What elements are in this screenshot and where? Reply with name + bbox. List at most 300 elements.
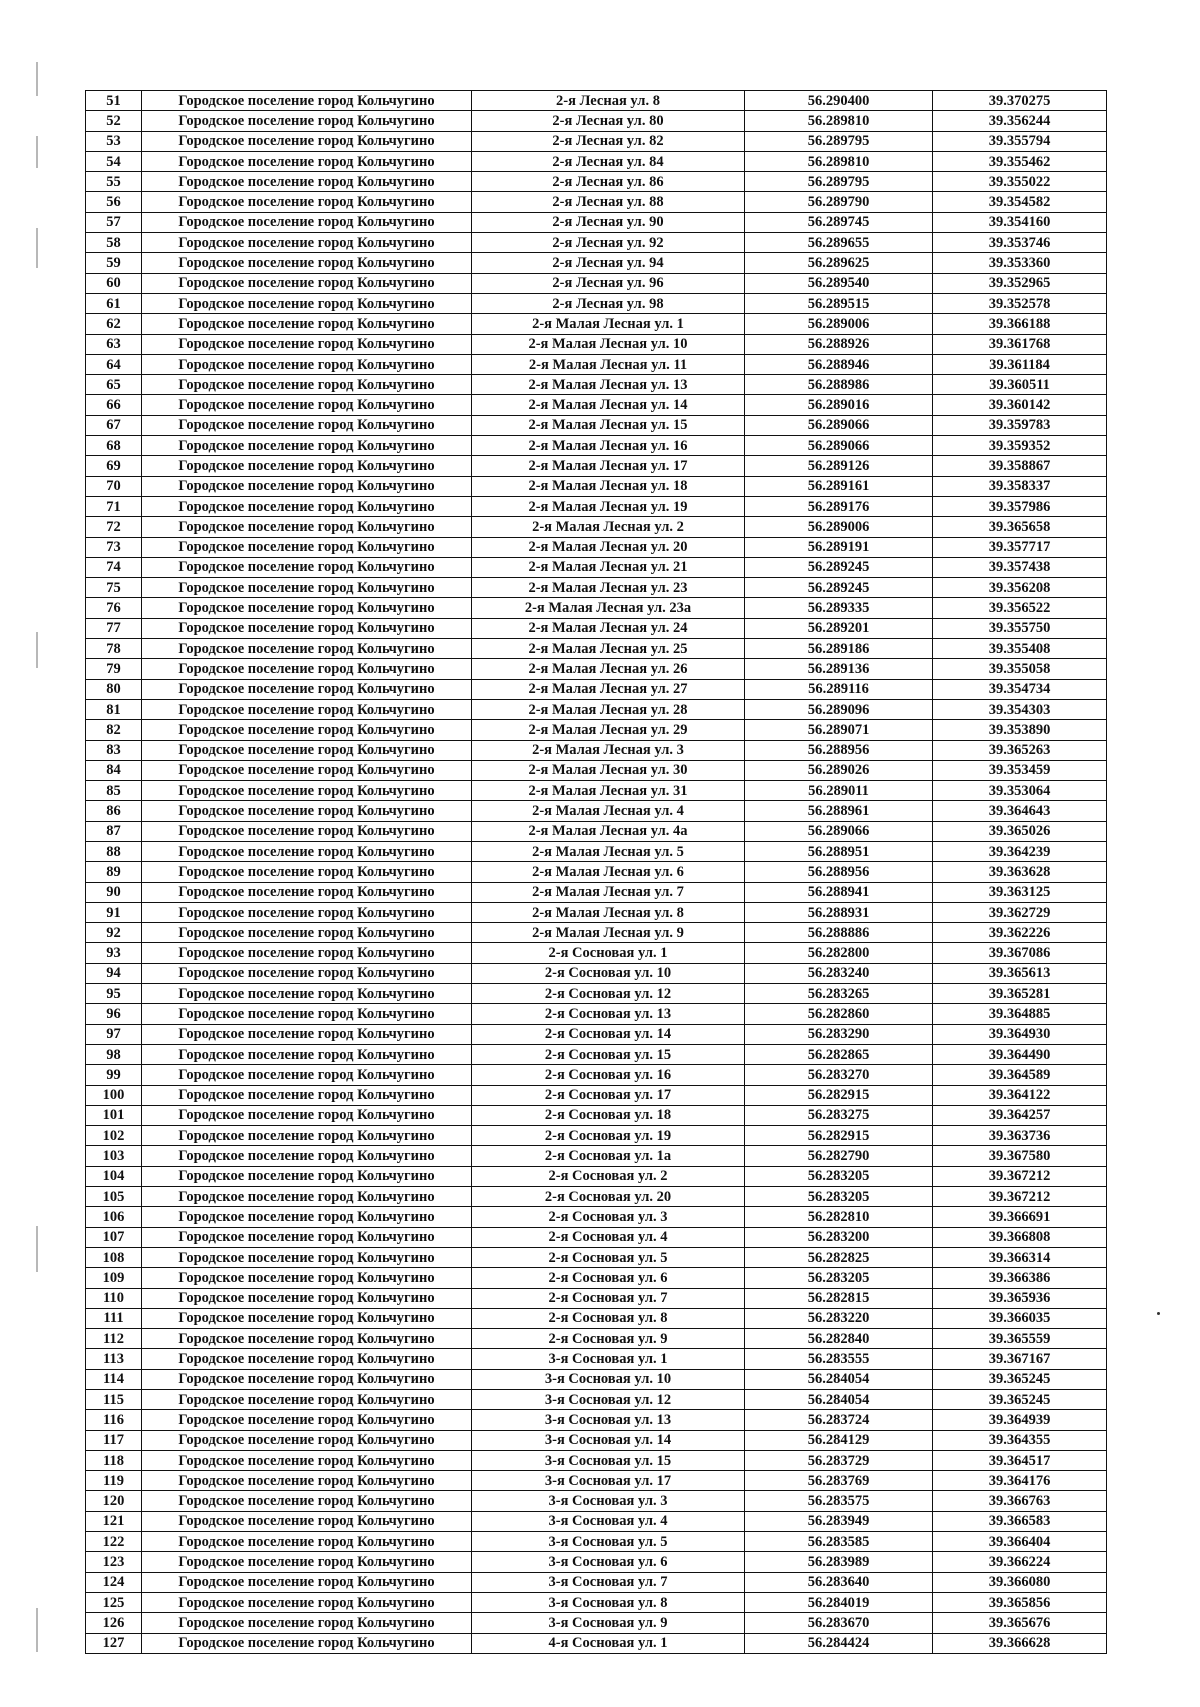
table-row (86, 1247, 1107, 1267)
longitude-cell: 39.367212 (933, 1166, 1107, 1186)
row-number-cell: 89 (86, 862, 142, 882)
row-number-cell: 116 (86, 1410, 142, 1430)
address-cell: 2-я Сосновая ул. 14 (472, 1024, 745, 1044)
longitude-cell: 39.353890 (933, 720, 1107, 740)
longitude-cell: 39.365856 (933, 1592, 1107, 1612)
settlement-cell: Городское поселение город Кольчугино (142, 1268, 472, 1288)
row-number-cell: 52 (86, 111, 142, 131)
settlement-cell: Городское поселение город Кольчугино (142, 557, 472, 577)
address-cell: 2-я Малая Лесная ул. 24 (472, 618, 745, 638)
row-number-cell: 70 (86, 476, 142, 496)
address-cell: 2-я Лесная ул. 88 (472, 192, 745, 212)
row-number-cell: 72 (86, 517, 142, 537)
settlement-cell: Городское поселение город Кольчугино (142, 1207, 472, 1227)
table-row (86, 1024, 1107, 1044)
address-cell: 2-я Малая Лесная ул. 2 (472, 517, 745, 537)
address-cell: 3-я Сосновая ул. 6 (472, 1552, 745, 1572)
table-row (86, 1105, 1107, 1125)
longitude-cell: 39.354303 (933, 699, 1107, 719)
settlement-cell: Городское поселение город Кольчугино (142, 1592, 472, 1612)
latitude-cell: 56.283949 (745, 1511, 933, 1531)
latitude-cell: 56.288886 (745, 923, 933, 943)
settlement-cell: Городское поселение город Кольчугино (142, 395, 472, 415)
row-number-cell: 113 (86, 1349, 142, 1369)
settlement-cell: Городское поселение город Кольчугино (142, 1146, 472, 1166)
latitude-cell: 56.284424 (745, 1633, 933, 1653)
table-row (86, 273, 1107, 293)
row-number-cell: 103 (86, 1146, 142, 1166)
longitude-cell: 39.361184 (933, 354, 1107, 374)
address-cell: 2-я Малая Лесная ул. 1 (472, 314, 745, 334)
row-number-cell: 90 (86, 882, 142, 902)
longitude-cell: 39.354582 (933, 192, 1107, 212)
address-cell: 2-я Сосновая ул. 1 (472, 943, 745, 963)
longitude-cell: 39.366808 (933, 1227, 1107, 1247)
latitude-cell: 56.289810 (745, 111, 933, 131)
address-cell: 2-я Малая Лесная ул. 16 (472, 436, 745, 456)
address-cell: 2-я Сосновая ул. 20 (472, 1187, 745, 1207)
latitude-cell: 56.289795 (745, 131, 933, 151)
longitude-cell: 39.354734 (933, 679, 1107, 699)
address-cell: 2-я Сосновая ул. 2 (472, 1166, 745, 1186)
settlement-cell: Городское поселение город Кольчугино (142, 1247, 472, 1267)
settlement-cell: Городское поселение город Кольчугино (142, 1085, 472, 1105)
address-coordinates-table (85, 90, 1107, 1654)
address-cell: 2-я Сосновая ул. 3 (472, 1207, 745, 1227)
longitude-cell: 39.365263 (933, 740, 1107, 760)
row-number-cell: 87 (86, 821, 142, 841)
address-cell: 2-я Лесная ул. 90 (472, 212, 745, 232)
settlement-cell: Городское поселение город Кольчугино (142, 1552, 472, 1572)
row-number-cell: 99 (86, 1065, 142, 1085)
table-row (86, 1430, 1107, 1450)
latitude-cell: 56.289625 (745, 253, 933, 273)
longitude-cell: 39.364122 (933, 1085, 1107, 1105)
settlement-cell: Городское поселение город Кольчугино (142, 1511, 472, 1531)
table-row (86, 923, 1107, 943)
table-row (86, 456, 1107, 476)
row-number-cell: 117 (86, 1430, 142, 1450)
row-number-cell: 75 (86, 578, 142, 598)
row-number-cell: 51 (86, 91, 142, 111)
table-body (86, 91, 1107, 1654)
address-cell: 3-я Сосновая ул. 15 (472, 1450, 745, 1470)
latitude-cell: 56.289540 (745, 273, 933, 293)
longitude-cell: 39.366314 (933, 1247, 1107, 1267)
longitude-cell: 39.362226 (933, 923, 1107, 943)
address-cell: 3-я Сосновая ул. 13 (472, 1410, 745, 1430)
row-number-cell: 95 (86, 984, 142, 1004)
latitude-cell: 56.283670 (745, 1613, 933, 1633)
settlement-cell: Городское поселение город Кольчугино (142, 1572, 472, 1592)
longitude-cell: 39.366583 (933, 1511, 1107, 1531)
settlement-cell: Городское поселение город Кольчугино (142, 172, 472, 192)
table-row (86, 1471, 1107, 1491)
settlement-cell: Городское поселение город Кольчугино (142, 1187, 472, 1207)
longitude-cell: 39.365658 (933, 517, 1107, 537)
latitude-cell: 56.283290 (745, 1024, 933, 1044)
row-number-cell: 57 (86, 212, 142, 232)
longitude-cell: 39.364490 (933, 1044, 1107, 1064)
latitude-cell: 56.284129 (745, 1430, 933, 1450)
table-row (86, 1390, 1107, 1410)
row-number-cell: 81 (86, 699, 142, 719)
address-cell: 3-я Сосновая ул. 5 (472, 1532, 745, 1552)
settlement-cell: Городское поселение город Кольчугино (142, 91, 472, 111)
row-number-cell: 58 (86, 233, 142, 253)
table-row (86, 192, 1107, 212)
longitude-cell: 39.353360 (933, 253, 1107, 273)
settlement-cell: Городское поселение город Кольчугино (142, 273, 472, 293)
latitude-cell: 56.283989 (745, 1552, 933, 1572)
settlement-cell: Городское поселение город Кольчугино (142, 151, 472, 171)
table-row (86, 862, 1107, 882)
table-row (86, 476, 1107, 496)
latitude-cell: 56.283240 (745, 963, 933, 983)
latitude-cell: 56.282915 (745, 1126, 933, 1146)
latitude-cell: 56.282815 (745, 1288, 933, 1308)
latitude-cell: 56.288926 (745, 334, 933, 354)
longitude-cell: 39.366224 (933, 1552, 1107, 1572)
settlement-cell: Городское поселение город Кольчугино (142, 902, 472, 922)
settlement-cell: Городское поселение город Кольчугино (142, 1065, 472, 1085)
row-number-cell: 69 (86, 456, 142, 476)
settlement-cell: Городское поселение город Кольчугино (142, 720, 472, 740)
latitude-cell: 56.289066 (745, 415, 933, 435)
row-number-cell: 88 (86, 841, 142, 861)
table-row (86, 172, 1107, 192)
longitude-cell: 39.360511 (933, 375, 1107, 395)
table-row (86, 1227, 1107, 1247)
settlement-cell: Городское поселение город Кольчугино (142, 598, 472, 618)
settlement-cell: Городское поселение город Кольчугино (142, 923, 472, 943)
latitude-cell: 56.289006 (745, 314, 933, 334)
address-cell: 2-я Малая Лесная ул. 15 (472, 415, 745, 435)
row-number-cell: 123 (86, 1552, 142, 1572)
table-row (86, 131, 1107, 151)
settlement-cell: Городское поселение город Кольчугино (142, 212, 472, 232)
settlement-cell: Городское поселение город Кольчугино (142, 253, 472, 273)
longitude-cell: 39.356522 (933, 598, 1107, 618)
address-cell: 2-я Малая Лесная ул. 20 (472, 537, 745, 557)
table-row (86, 841, 1107, 861)
settlement-cell: Городское поселение город Кольчугино (142, 1349, 472, 1369)
table-row (86, 781, 1107, 801)
latitude-cell: 56.283270 (745, 1065, 933, 1085)
address-cell: 2-я Лесная ул. 94 (472, 253, 745, 273)
row-number-cell: 93 (86, 943, 142, 963)
table-row (86, 1532, 1107, 1552)
settlement-cell: Городское поселение город Кольчугино (142, 354, 472, 374)
latitude-cell: 56.289096 (745, 699, 933, 719)
latitude-cell: 56.283275 (745, 1105, 933, 1125)
row-number-cell: 119 (86, 1471, 142, 1491)
latitude-cell: 56.283555 (745, 1349, 933, 1369)
longitude-cell: 39.365613 (933, 963, 1107, 983)
table-row (86, 436, 1107, 456)
table-row (86, 618, 1107, 638)
table-row (86, 1187, 1107, 1207)
row-number-cell: 61 (86, 293, 142, 313)
latitude-cell: 56.289515 (745, 293, 933, 313)
longitude-cell: 39.359783 (933, 415, 1107, 435)
longitude-cell: 39.366628 (933, 1633, 1107, 1653)
longitude-cell: 39.356208 (933, 578, 1107, 598)
address-cell: 2-я Малая Лесная ул. 28 (472, 699, 745, 719)
latitude-cell: 56.282825 (745, 1247, 933, 1267)
address-cell: 2-я Сосновая ул. 5 (472, 1247, 745, 1267)
row-number-cell: 125 (86, 1592, 142, 1612)
row-number-cell: 109 (86, 1268, 142, 1288)
settlement-cell: Городское поселение город Кольчугино (142, 963, 472, 983)
table-row (86, 375, 1107, 395)
table-row (86, 1491, 1107, 1511)
settlement-cell: Городское поселение город Кольчугино (142, 476, 472, 496)
address-cell: 2-я Малая Лесная ул. 7 (472, 882, 745, 902)
table-row (86, 679, 1107, 699)
binding-hole-mark (36, 62, 38, 96)
row-number-cell: 65 (86, 375, 142, 395)
address-cell: 2-я Сосновая ул. 13 (472, 1004, 745, 1024)
longitude-cell: 39.366691 (933, 1207, 1107, 1227)
table-row (86, 557, 1107, 577)
row-number-cell: 73 (86, 537, 142, 557)
longitude-cell: 39.365936 (933, 1288, 1107, 1308)
longitude-cell: 39.363736 (933, 1126, 1107, 1146)
row-number-cell: 71 (86, 496, 142, 516)
row-number-cell: 100 (86, 1085, 142, 1105)
settlement-cell: Городское поселение город Кольчугино (142, 1004, 472, 1024)
row-number-cell: 106 (86, 1207, 142, 1227)
longitude-cell: 39.370275 (933, 91, 1107, 111)
settlement-cell: Городское поселение город Кольчугино (142, 1044, 472, 1064)
row-number-cell: 68 (86, 436, 142, 456)
latitude-cell: 56.283205 (745, 1268, 933, 1288)
binding-hole-mark (36, 228, 38, 268)
table-row (86, 659, 1107, 679)
longitude-cell: 39.352965 (933, 273, 1107, 293)
settlement-cell: Городское поселение город Кольчугино (142, 1491, 472, 1511)
address-cell: 2-я Малая Лесная ул. 27 (472, 679, 745, 699)
table-row (86, 395, 1107, 415)
address-cell: 2-я Лесная ул. 96 (472, 273, 745, 293)
row-number-cell: 112 (86, 1329, 142, 1349)
address-cell: 3-я Сосновая ул. 14 (472, 1430, 745, 1450)
latitude-cell: 56.282865 (745, 1044, 933, 1064)
row-number-cell: 102 (86, 1126, 142, 1146)
latitude-cell: 56.282860 (745, 1004, 933, 1024)
table-row (86, 1308, 1107, 1328)
settlement-cell: Городское поселение город Кольчугино (142, 740, 472, 760)
longitude-cell: 39.355022 (933, 172, 1107, 192)
table-row (86, 639, 1107, 659)
row-number-cell: 84 (86, 760, 142, 780)
address-cell: 2-я Малая Лесная ул. 11 (472, 354, 745, 374)
table-row (86, 984, 1107, 1004)
binding-hole-mark (36, 632, 38, 668)
binding-hole-mark (36, 136, 38, 168)
settlement-cell: Городское поселение город Кольчугино (142, 821, 472, 841)
address-cell: 3-я Сосновая ул. 7 (472, 1572, 745, 1592)
latitude-cell: 56.288956 (745, 862, 933, 882)
settlement-cell: Городское поселение город Кольчугино (142, 375, 472, 395)
address-cell: 3-я Сосновая ул. 1 (472, 1349, 745, 1369)
latitude-cell: 56.288956 (745, 740, 933, 760)
address-cell: 2-я Малая Лесная ул. 4 (472, 801, 745, 821)
latitude-cell: 56.284054 (745, 1369, 933, 1389)
longitude-cell: 39.365245 (933, 1390, 1107, 1410)
longitude-cell: 39.364885 (933, 1004, 1107, 1024)
longitude-cell: 39.353746 (933, 233, 1107, 253)
address-cell: 2-я Лесная ул. 8 (472, 91, 745, 111)
row-number-cell: 59 (86, 253, 142, 273)
row-number-cell: 101 (86, 1105, 142, 1125)
address-cell: 2-я Лесная ул. 86 (472, 172, 745, 192)
longitude-cell: 39.353459 (933, 760, 1107, 780)
row-number-cell: 74 (86, 557, 142, 577)
latitude-cell: 56.283729 (745, 1450, 933, 1470)
longitude-cell: 39.364355 (933, 1430, 1107, 1450)
row-number-cell: 92 (86, 923, 142, 943)
address-cell: 3-я Сосновая ул. 4 (472, 1511, 745, 1531)
address-cell: 2-я Сосновая ул. 18 (472, 1105, 745, 1125)
latitude-cell: 56.289795 (745, 172, 933, 192)
longitude-cell: 39.364930 (933, 1024, 1107, 1044)
address-cell: 2-я Малая Лесная ул. 4а (472, 821, 745, 841)
address-cell: 2-я Малая Лесная ул. 10 (472, 334, 745, 354)
longitude-cell: 39.365281 (933, 984, 1107, 1004)
address-cell: 2-я Малая Лесная ул. 30 (472, 760, 745, 780)
row-number-cell: 83 (86, 740, 142, 760)
address-cell: 3-я Сосновая ул. 10 (472, 1369, 745, 1389)
address-cell: 2-я Сосновая ул. 6 (472, 1268, 745, 1288)
longitude-cell: 39.355462 (933, 151, 1107, 171)
binding-hole-mark (36, 1608, 38, 1652)
latitude-cell: 56.289790 (745, 192, 933, 212)
longitude-cell: 39.364517 (933, 1450, 1107, 1470)
table-row (86, 902, 1107, 922)
latitude-cell: 56.289745 (745, 212, 933, 232)
row-number-cell: 82 (86, 720, 142, 740)
longitude-cell: 39.366188 (933, 314, 1107, 334)
row-number-cell: 115 (86, 1390, 142, 1410)
longitude-cell: 39.364643 (933, 801, 1107, 821)
address-cell: 2-я Малая Лесная ул. 9 (472, 923, 745, 943)
table-row (86, 1349, 1107, 1369)
latitude-cell: 56.282810 (745, 1207, 933, 1227)
settlement-cell: Городское поселение город Кольчугино (142, 192, 472, 212)
latitude-cell: 56.282840 (745, 1329, 933, 1349)
settlement-cell: Городское поселение город Кольчугино (142, 456, 472, 476)
address-cell: 2-я Малая Лесная ул. 26 (472, 659, 745, 679)
table-row (86, 1085, 1107, 1105)
settlement-cell: Городское поселение город Кольчугино (142, 639, 472, 659)
table-row (86, 517, 1107, 537)
latitude-cell: 56.288951 (745, 841, 933, 861)
longitude-cell: 39.358867 (933, 456, 1107, 476)
latitude-cell: 56.289026 (745, 760, 933, 780)
address-cell: 2-я Сосновая ул. 10 (472, 963, 745, 983)
address-cell: 2-я Сосновая ул. 12 (472, 984, 745, 1004)
address-cell: 4-я Сосновая ул. 1 (472, 1633, 745, 1653)
table-row (86, 821, 1107, 841)
longitude-cell: 39.365245 (933, 1369, 1107, 1389)
settlement-cell: Городское поселение город Кольчугино (142, 862, 472, 882)
row-number-cell: 107 (86, 1227, 142, 1247)
address-cell: 2-я Сосновая ул. 8 (472, 1308, 745, 1328)
binding-hole-mark (36, 1226, 38, 1272)
table-row (86, 1572, 1107, 1592)
address-cell: 2-я Малая Лесная ул. 13 (472, 375, 745, 395)
address-cell: 2-я Малая Лесная ул. 25 (472, 639, 745, 659)
row-number-cell: 124 (86, 1572, 142, 1592)
settlement-cell: Городское поселение город Кольчугино (142, 699, 472, 719)
settlement-cell: Городское поселение город Кольчугино (142, 801, 472, 821)
row-number-cell: 127 (86, 1633, 142, 1653)
row-number-cell: 66 (86, 395, 142, 415)
table-row (86, 1207, 1107, 1227)
row-number-cell: 86 (86, 801, 142, 821)
row-number-cell: 55 (86, 172, 142, 192)
latitude-cell: 56.282790 (745, 1146, 933, 1166)
settlement-cell: Городское поселение город Кольчугино (142, 659, 472, 679)
settlement-cell: Городское поселение город Кольчугино (142, 314, 472, 334)
longitude-cell: 39.357438 (933, 557, 1107, 577)
table-row (86, 1126, 1107, 1146)
settlement-cell: Городское поселение город Кольчугино (142, 679, 472, 699)
address-cell: 2-я Лесная ул. 80 (472, 111, 745, 131)
latitude-cell: 56.289161 (745, 476, 933, 496)
settlement-cell: Городское поселение город Кольчугино (142, 1166, 472, 1186)
longitude-cell: 39.357717 (933, 537, 1107, 557)
row-number-cell: 96 (86, 1004, 142, 1024)
table-row (86, 1268, 1107, 1288)
latitude-cell: 56.283769 (745, 1471, 933, 1491)
longitude-cell: 39.362729 (933, 902, 1107, 922)
address-cell: 2-я Малая Лесная ул. 31 (472, 781, 745, 801)
row-number-cell: 77 (86, 618, 142, 638)
table-row (86, 578, 1107, 598)
table-row (86, 233, 1107, 253)
longitude-cell: 39.353064 (933, 781, 1107, 801)
latitude-cell: 56.289201 (745, 618, 933, 638)
longitude-cell: 39.366386 (933, 1268, 1107, 1288)
table-row (86, 334, 1107, 354)
latitude-cell: 56.284054 (745, 1390, 933, 1410)
settlement-cell: Городское поселение город Кольчугино (142, 131, 472, 151)
longitude-cell: 39.359352 (933, 436, 1107, 456)
table-row (86, 1369, 1107, 1389)
longitude-cell: 39.354160 (933, 212, 1107, 232)
settlement-cell: Городское поселение город Кольчугино (142, 1471, 472, 1491)
latitude-cell: 56.283205 (745, 1166, 933, 1186)
settlement-cell: Городское поселение город Кольчугино (142, 1633, 472, 1653)
settlement-cell: Городское поселение город Кольчугино (142, 1430, 472, 1450)
settlement-cell: Городское поселение город Кольчугино (142, 578, 472, 598)
latitude-cell: 56.283640 (745, 1572, 933, 1592)
row-number-cell: 111 (86, 1308, 142, 1328)
latitude-cell: 56.288986 (745, 375, 933, 395)
latitude-cell: 56.289655 (745, 233, 933, 253)
longitude-cell: 39.367212 (933, 1187, 1107, 1207)
longitude-cell: 39.356244 (933, 111, 1107, 131)
table-row (86, 963, 1107, 983)
latitude-cell: 56.289016 (745, 395, 933, 415)
row-number-cell: 91 (86, 902, 142, 922)
table-row (86, 1592, 1107, 1612)
table-row (86, 801, 1107, 821)
table-row (86, 1450, 1107, 1470)
